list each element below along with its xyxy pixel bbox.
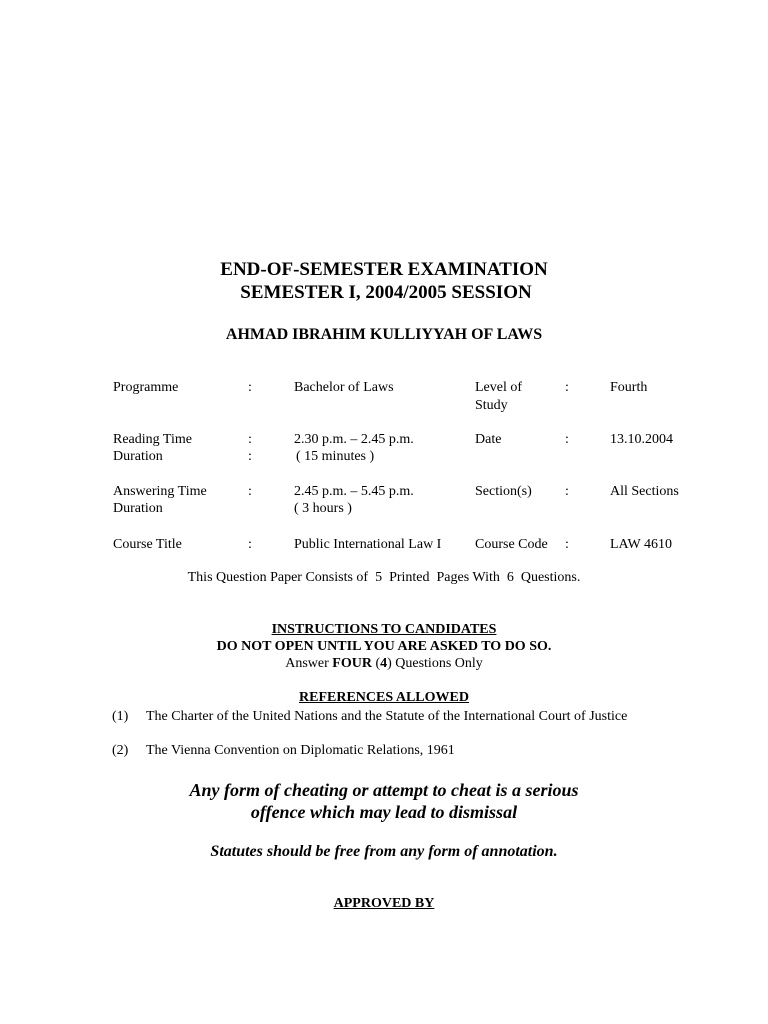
answer-prefix: Answer — [285, 656, 333, 671]
level-value: Fourth — [610, 380, 648, 395]
programme-colon: : — [248, 380, 252, 395]
course-title-label: Course Title — [113, 537, 182, 552]
reading-duration-label: Duration — [113, 449, 163, 464]
sections-colon: : — [565, 484, 569, 499]
cheating-warning-line2: offence which may lead to dismissal — [250, 802, 518, 822]
course-code-value: LAW 4610 — [610, 537, 673, 552]
cheating-warning — [0, 779, 768, 823]
exam-title-line1: END-OF-SEMESTER EXAMINATION — [220, 259, 548, 280]
reading-time-value: 2.30 p.m. – 2.45 p.m. — [294, 432, 414, 447]
answering-duration-value: ( 3 hours ) — [294, 501, 352, 516]
course-code-label: Course Code — [475, 537, 548, 552]
level-label-line1: Level of — [475, 380, 523, 395]
answer-paren-open: ( — [371, 656, 381, 671]
date-label: Date — [475, 432, 502, 447]
course-code-colon: : — [565, 537, 569, 552]
reference-number: (1) — [112, 709, 129, 724]
instructions-heading: INSTRUCTIONS TO CANDIDATES — [271, 622, 497, 637]
reading-duration-value: ( 15 minutes ) — [296, 449, 375, 464]
answering-time-value: 2.45 p.m. – 5.45 p.m. — [294, 484, 414, 499]
exam-title — [0, 258, 768, 304]
annotation-notice: Statutes should be free from any form of annotation. — [210, 843, 558, 860]
level-label-line2: Study — [475, 398, 508, 413]
approved-by: APPROVED BY — [333, 896, 435, 911]
reference-text: The Charter of the United Nations and the Statute of the International Court of Justice — [146, 709, 628, 724]
answering-time-label: Answering Time — [113, 484, 207, 499]
reading-time-colon: : — [248, 432, 252, 447]
paper-info: This Question Paper Consists of 5 Printed Pages With 6 Questions. — [187, 570, 581, 585]
references-heading: REFERENCES ALLOWED — [299, 690, 469, 705]
answering-duration-label: Duration — [113, 501, 163, 516]
answer-four: FOUR — [332, 656, 372, 671]
reading-duration-colon: : — [248, 449, 252, 464]
course-title-colon: : — [248, 537, 252, 552]
level-colon: : — [565, 380, 569, 395]
cheating-warning-line1: Any form of cheating or attempt to cheat is a serious — [189, 780, 579, 800]
sections-label: Section(s) — [475, 484, 532, 499]
sections-value: All Sections — [610, 484, 679, 499]
date-value: 13.10.2004 — [610, 432, 673, 447]
reading-time-label: Reading Time — [113, 432, 192, 447]
exam-title-line2: SEMESTER I, 2004/2005 SESSION — [240, 282, 532, 303]
answer-num: 4 — [380, 656, 388, 671]
date-colon: : — [565, 432, 569, 447]
instructions-answer-line — [0, 656, 768, 672]
programme-value: Bachelor of Laws — [294, 380, 394, 395]
programme-label: Programme — [113, 380, 179, 395]
reference-number: (2) — [112, 743, 129, 758]
reference-text: The Vienna Convention on Diplomatic Relations, 1961 — [146, 743, 455, 758]
faculty-name: AHMAD IBRAHIM KULLIYYAH OF LAWS — [225, 326, 543, 343]
course-title-value: Public International Law I — [294, 537, 442, 552]
answer-suffix: ) Questions Only — [387, 656, 483, 671]
answering-colon: : — [248, 484, 252, 499]
instructions-line1: DO NOT OPEN UNTIL YOU ARE ASKED TO DO SO. — [216, 639, 552, 654]
